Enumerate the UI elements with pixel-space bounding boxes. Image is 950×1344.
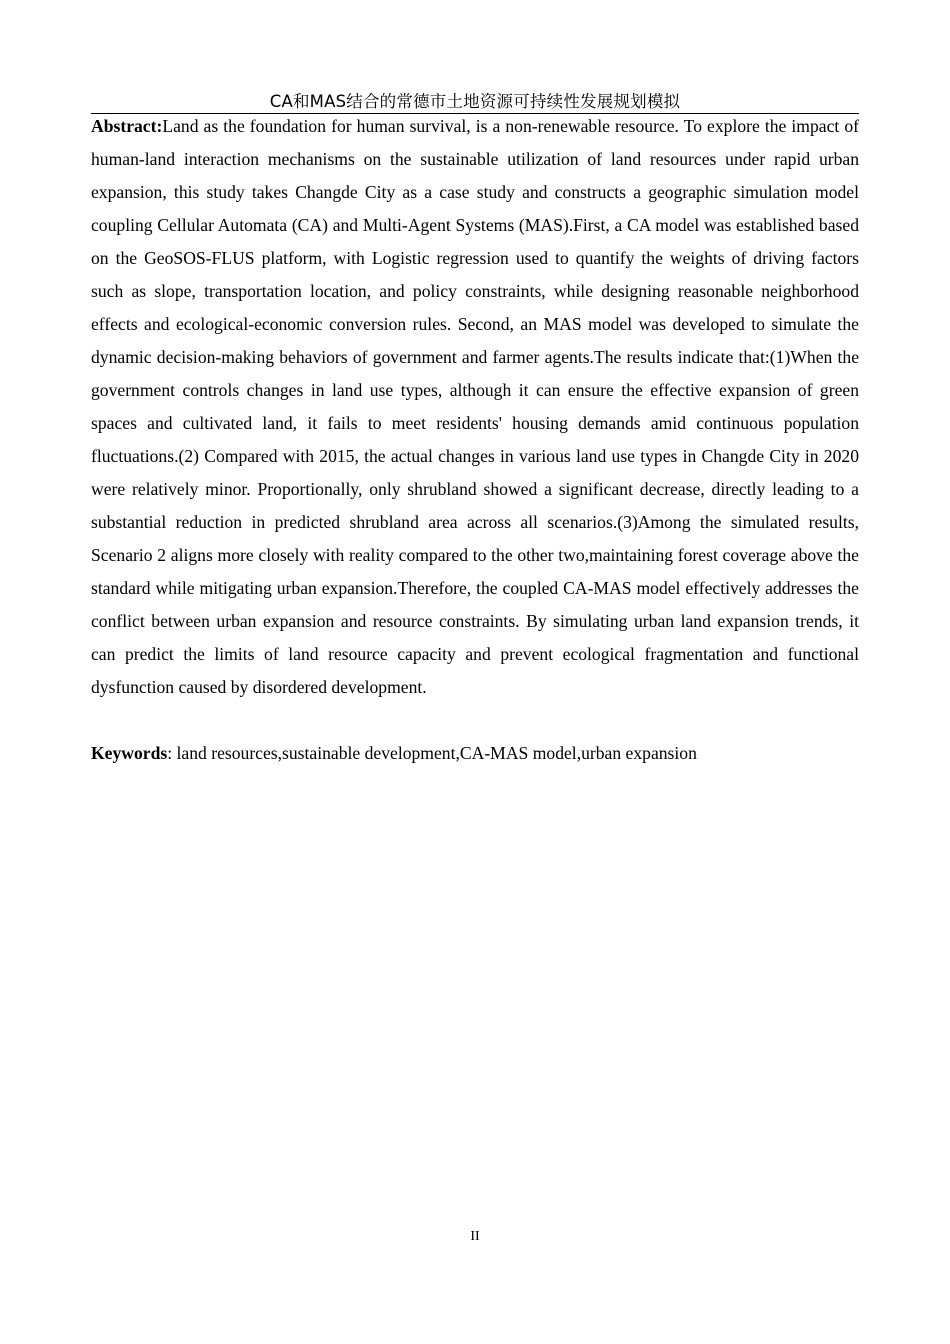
page-number: II — [470, 1229, 480, 1244]
page-header-title: CA和MAS结合的常德市土地资源可持续性发展规划模拟 — [269, 92, 681, 111]
keywords-label: Keywords — [91, 743, 168, 763]
abstract-label: Abstract: — [91, 116, 163, 136]
abstract-paragraph — [91, 110, 859, 704]
keywords-text: : land resources,sustainable development,CA-MAS model,urban expansion — [167, 743, 697, 763]
abstract-text: Land as the foundation for human survival, is a non-renewable resource. To explore the impact of human-land interaction mechanisms on the sustainable utilization of land resources under rapid urban expansion, this study takes Changde City as a case study and constructs a geographic simulation model coupling Cellular Automata (CA) and Multi-Agent Systems (MAS).First, a CA model was established based on the GeoSOS-FLUS platform, with Logistic regression used to quantify the weights of driving factors such as slope, transportation location, and policy constraints, while designing reasonable neighborhood effects and ecological-economic conversion rules. Second, an MAS model was developed to simulate the dynamic decision-making behaviors of government and farmer agents.The results indicate that:(1)When the government controls changes in land use types, although it can ensure the effective expansion of green spaces and cultivated land, it fails to meet residents' housing demands amid continuous population fluctuations.(2) Compared with 2015, the actual changes in various land use types in Changde City in 2020 were relatively minor. Proportionally, only shrubland showed a significant decrease, directly leading to a substantial reduction in predicted shrubland area across all scenarios.(3)Among the simulated results, Scenario 2 aligns more closely with reality compared to the other two,maintaining forest coverage above the standard while mitigating urban expansion.Therefore, the coupled CA-MAS model effectively addresses the conflict between urban expansion and resource constraints. By simulating urban land expansion trends, it can predict the limits of land resource capacity and prevent ecological fragmentation and functional dysfunction caused by disordered development. — [91, 116, 859, 697]
keywords-line — [91, 737, 859, 770]
